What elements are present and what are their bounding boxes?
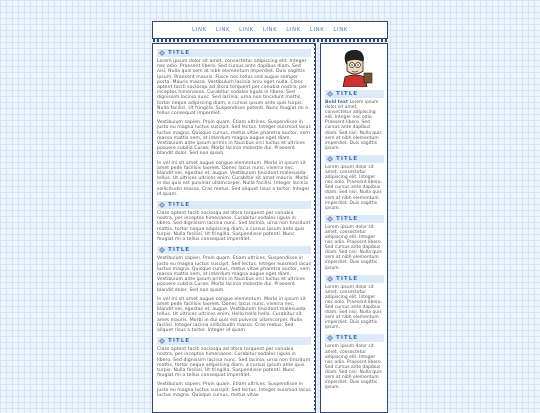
diamond-arrow-icon (159, 202, 165, 208)
sidebar-heading (325, 215, 384, 223)
diamond-arrow-icon (159, 50, 165, 56)
sidebar-title: TITLE (336, 215, 359, 222)
bold-text: Bold text (325, 100, 348, 105)
sidebar-paragraph (325, 100, 384, 151)
paragraph: Vestibulum sapien. Proin quam. Etiam ultrices. Suspendisse in justo eu magna luctus suscipit. Sed lectus. Integer euismod lacus luctus magna. Quisque cursus, metus vitae (157, 382, 311, 398)
sidebar-paragraph: Lorem ipsum dolor sit amet, consectetur adipiscing elit. Integer nec odio. Praesent libero. Sed cursus ante dapibus diam. Sed nisi. Nulla quis sem at nibh elementum imperdiet. Duis sagittis ipsum. (325, 344, 382, 391)
avatar (325, 47, 384, 87)
section-title: TITLE (168, 50, 191, 56)
sidebar-title: TITLE (336, 155, 359, 162)
sidebar-title: TITLE (336, 275, 359, 282)
sidebar-paragraph: Lorem ipsum dolor sit amet, consectetur adipiscing elit. Integer nec odio. Praesent libero. Sed cursus ante dapibus diam. Sed nisi. Nulla quis sem at nibh elementum imperdiet. Duis sagittis ipsum. (325, 164, 382, 211)
section-title: TITLE (168, 338, 191, 345)
section-heading (157, 337, 311, 345)
sidebar-paragraph: Lorem ipsum dolor sit amet, consectetur adipiscing elit. Integer nec odio. Praesent libero. Sed cursus ante dapibus diam. Sed nisi. Nulla quis sem at nibh elementum imperdiet. Duis sagittis ipsum. (325, 224, 382, 271)
diamond-arrow-icon (327, 91, 333, 97)
section-heading (157, 246, 311, 254)
main-content (152, 43, 316, 413)
paragraph: Vestibulum sapien. Proin quam. Etiam ultrices. Suspendisse in justo eu magna luctus suscipit. Sed lectus. Integer euismod lacus luctus magna. Quisque cursus, metus vitae pharetra auctor, sem massa mattis sem, at interdum magna augue eget diam. Vestibulum ante ipsum primis in faucibus orci luctus et ultrices posuere cubilia Curae; Morbi lacinia molestie dui. Praesent blandit dolor. Sed non quam. (157, 256, 311, 293)
sidebar-text: Lorem ipsum dolor sit amet, consectetur adipiscing elit. Integer nec odio. Praesent libero. Sed cursus ante dapibus diam. Sed nisi. Nulla quis sem at nibh elementum imperdiet. Duis sagittis ipsum. (325, 100, 382, 151)
sidebar (320, 43, 388, 413)
nav-link[interactable]: LINK (239, 27, 254, 33)
paragraph: Class aptent taciti sociosqu ad litora torquent per conubia nostra, per inceptos himenaeos. Curabitur sodales ligula in libero. Sed dignissim lacinia nunc. Sed lacinia, urna non tincidunt mattis, tortor neque adipiscing diam, a cursus ipsum ante quis turpis. Nulla facilisi. Ut fringilla. Suspendisse potenti. Nunc feugiat mi a tellus consequat imperdiet. (157, 347, 311, 379)
cartoon-avatar-icon (333, 47, 377, 87)
nav-link[interactable]: LINK (286, 27, 301, 33)
sidebar-heading (325, 275, 384, 283)
section-title: TITLE (168, 247, 191, 254)
paragraph: Lorem ipsum dolor sit amet, consectetur adipiscing elit. Integer nec odio. Praesent libero. Sed cursus ante dapibus diam. Sed nisi. Nulla quis sem at nibh elementum imperdiet. Duis sagittis ipsum. Praesent mauris. Fusce nec tellus sed augue semper porta. Mauris massa. Vestibulum lacinia arcu eget nulla. Class aptent taciti sociosqu ad litora torquent per conubia nostra, per inceptos himenaeos. Curabitur sodales ligula in libero. Sed dignissim lacinia nunc. Sed lacinia, urna non tincidunt mattis, tortor neque adipiscing diam, a cursus ipsum ante quis turpis. Nulla facilisi. Ut fringilla. Suspendisse potenti. Nunc feugiat mi a tellus consequat imperdiet. (157, 59, 309, 117)
paragraph: In vel mi sit amet augue congue elementum. Morbi in ipsum sit amet pede facilisis laoreet. Donec lacus nunc, viverra nec, blandit vel, egestas et, augue. Vestibulum tincidunt malesuada tellus. Ut ultrices ultrices enim. Hello hello hello. Curabitur sit amet mauris. Morbi in dui quis est pulvinar ullamcorper. Nulla facilisi. Integer lacinia sollicitudin massa. Cras metus. Sed aliquet risus a tortor. Integer id quam. (157, 296, 306, 333)
paragraph: Class aptent taciti sociosqu ad litora torquent per conubia nostra, per inceptos himenaeos. Curabitur sodales ligula in libero. Sed dignissim lacinia nunc. Sed lacinia, urna non tincidunt mattis, tortor neque adipiscing diam, a cursus ipsum ante quis turpis. Nulla facilisi. Ut fringilla. Suspendisse potenti. Nunc feugiat mi a tellus consequat imperdiet. (157, 211, 311, 243)
sidebar-heading (325, 155, 384, 163)
nav-link[interactable]: LINK (262, 27, 278, 33)
sidebar-heading (325, 90, 384, 98)
sidebar-paragraph: Lorem ipsum dolor sit amet, consectetur adipiscing elit. Integer nec odio. Praesent libero. Sed cursus ante dapibus diam. Sed nisi. Nulla quis sem at nibh elementum imperdiet. Duis sagittis ipsum. (325, 284, 382, 331)
nav-link[interactable]: LINK (309, 27, 325, 33)
sidebar-title: TITLE (336, 91, 359, 97)
diamond-arrow-icon (159, 247, 165, 253)
top-nav (152, 21, 388, 39)
section-title: TITLE (168, 202, 191, 209)
diamond-arrow-icon (327, 156, 333, 162)
sidebar-title: TITLE (336, 335, 359, 342)
diamond-arrow-icon (327, 216, 333, 222)
sidebar-heading (325, 334, 384, 342)
section-heading (157, 201, 311, 209)
diamond-arrow-icon (159, 338, 165, 344)
paragraph: In vel mi sit amet augue congue elementum. Morbi in ipsum sit amet pede facilisis laoreet. Donec lacus nunc, viverra nec, blandit vel, egestas et, augue. Vestibulum tincidunt malesuada tellus. Ut ultrices ultrices enim. Curabitur sit amet mauris. Morbi in dui quis est pulvinar ullamcorper. Nulla facilisi. Integer lacinia sollicitudin massa. Cras metus. Sed aliquet risus a tortor. Integer id quam. (157, 160, 310, 197)
diamond-arrow-icon (327, 335, 333, 341)
nav-link[interactable]: LINK (192, 27, 207, 33)
diamond-arrow-icon (327, 276, 333, 282)
nav-link[interactable]: LINK (215, 27, 231, 33)
paragraph: Vestibulum sapien. Proin quam. Etiam ultrices. Suspendisse in justo eu magna luctus suscipit. Sed lectus. Integer euismod lacus luctus magna. Quisque cursus, metus vitae pharetra auctor, sem massa mattis sem, at interdum magna augue eget diam. Vestibulum ante ipsum primis in faucibus orci luctus et ultrices posuere cubilia Curae; Morbi lacinia molestie dui. Praesent blandit dolor. Sed non quam. (157, 120, 311, 157)
nav-link[interactable]: LINK (333, 27, 348, 33)
section-heading (157, 49, 311, 57)
